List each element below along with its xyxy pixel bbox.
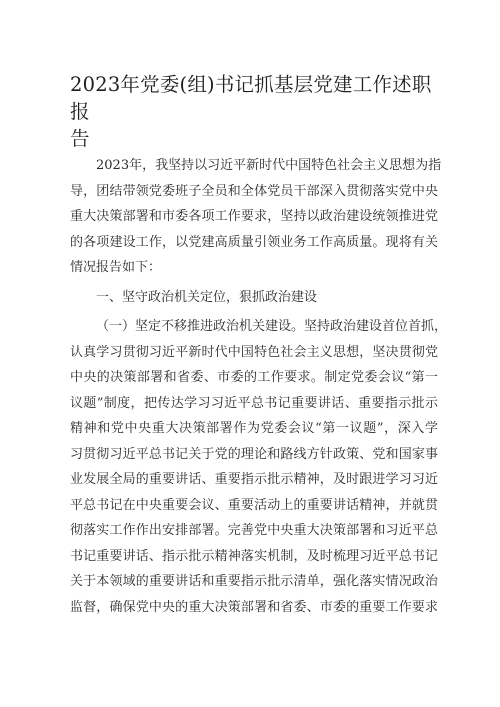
paragraph-line: 2023年，我坚持以习近平新时代中国特色社会主义思想为指 [96,158,442,173]
paragraph-line: 习贯彻习近平总书记关于党的理论和路线方针政策、党和国家事 [70,446,438,462]
paragraph-line: 业发展全局的重要讲话、重要指示批示精神，及时跟进学习习近 [70,472,438,487]
paragraph-line: 议题”制度，把传达学习习近平总书记重要讲话、重要指示批示 [70,395,438,411]
paragraph-line: 监督，确保党中央的重大决策部署和省委、市委的重要工作要求 [70,599,438,615]
paragraph-line: 情况报告如下： [70,260,162,275]
paragraph-line: 平总书记在中央重要会议、重要活动上的重要讲话精神，并就贯 [70,497,438,513]
paragraph-line: 导，团结带领党委班子全员和全体党员干部深入贯彻落实党中央 [70,183,438,199]
paragraph-line: 关于本领域的重要讲话和重要指示批示清单，强化落实情况政治 [70,574,438,589]
section-heading: 一、坚守政治机关定位，狠抓政治建设 [96,289,318,305]
paragraph-line: 彻落实工作作出安排部署。完善党中央重大决策部署和习近平总 [70,523,438,538]
title-line-2: 告 [70,127,90,150]
document-body [70,153,448,620]
paragraph-line: 精神和党中央重大决策部署作为党委会议“第一议题”，深入学 [70,421,438,436]
paragraph-line: （一）坚定不移推进政治机关建设。坚持政治建设首位首抓， [96,319,448,334]
document-title [70,71,450,152]
paragraph-line: 书记重要讲话、指示批示精神落实机制，及时梳理习近平总书记 [70,548,438,564]
paragraph-line: 重大决策部署和市委各项工作要求，坚持以政治建设统领推进党 [70,209,438,224]
paragraph-line: 的各项建设工作，以党建高质量引领业务工作高质量。现将有关 [70,234,438,250]
paragraph-line: 认真学习贯彻习近平新时代中国特色社会主义思想，坚决贯彻党 [70,344,438,360]
title-line-1: 2023年党委(组)书记抓基层党建工作述职报 [70,73,432,123]
paragraph-line: 中央的决策部署和省委、市委的工作要求。制定党委会议“第一 [70,370,438,385]
